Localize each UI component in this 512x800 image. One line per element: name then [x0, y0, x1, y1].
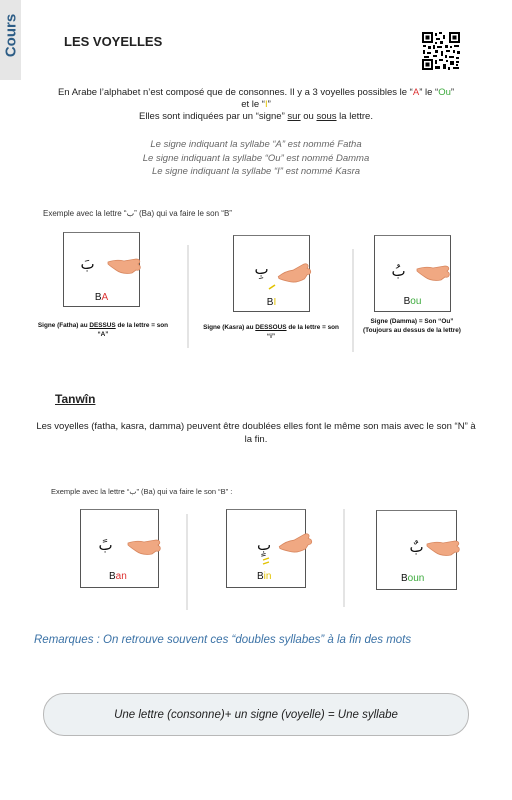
- kasra-letter: بِ: [254, 260, 269, 278]
- kasratan-mark-icon: [262, 557, 270, 565]
- fatha-card: [63, 232, 140, 307]
- divider: [343, 509, 345, 607]
- summary-box: [43, 693, 469, 736]
- pointing-hand-icon: [415, 260, 451, 282]
- summary-text: Une lettre (consonne)+ un signe (voyelle) = Une syllabe: [114, 708, 398, 721]
- cours-tab: [0, 0, 21, 80]
- fathatan-card: [80, 509, 159, 588]
- kasratan-letter: بٍ: [256, 536, 272, 554]
- dammatan-letter: بٌ: [409, 538, 424, 556]
- fatha-caption: BA: [94, 292, 109, 303]
- damma-caption: Bou: [403, 296, 422, 307]
- kasra-caption: BI: [266, 297, 277, 308]
- divider: [186, 514, 188, 610]
- divider: [352, 249, 354, 352]
- intro-line-2: et le “I”: [241, 99, 271, 110]
- remark: Remarques : On retrouve souvent ces “doubles syllabes” à la fin des mots: [34, 634, 412, 646]
- example-1-text: Exemple avec la lettre “ب” (Ba) qui va faire le son “B”: [43, 209, 232, 218]
- kasra-mark-icon: [268, 284, 276, 290]
- damma-letter: بُ: [391, 262, 406, 280]
- intro-line-1: En Arabe l’alphabet n’est composé que de consonnes. Il y a 3 voyelles possibles le “A” le “Ou”: [57, 87, 455, 98]
- damma-note: Signe (Damma) = Son “Ou” (Toujours au dessus de la lettre): [363, 318, 461, 334]
- intro-paragraph: [36, 87, 476, 123]
- pointing-hand-icon: [106, 253, 142, 275]
- pointing-hand-icon: [425, 535, 461, 557]
- kasratan-caption: Bin: [257, 571, 272, 582]
- divider: [187, 245, 189, 348]
- pointing-hand-icon: [274, 527, 315, 560]
- fathatan-caption: Ban: [109, 571, 127, 582]
- tanwin-text: Les voyelles (fatha, kasra, damma) peuvent être doublées elles font le même son mais avec le son “N” à la fin.: [36, 421, 476, 445]
- tanwin-heading: Tanwîn: [55, 392, 96, 406]
- fathatan-letter: بً: [98, 536, 113, 554]
- damma-card: [374, 235, 451, 312]
- vowel-a: A: [412, 87, 420, 98]
- intro-line-3: Elles sont indiquées par un “signe” sur ou sous la lettre.: [139, 111, 373, 122]
- vowel-names: [36, 138, 476, 179]
- fatha-letter: بَ: [80, 255, 95, 273]
- vowel-i: I: [264, 99, 268, 110]
- dammatan-caption: Boun: [401, 573, 425, 584]
- vowel-ou: Ou: [438, 87, 451, 98]
- pointing-hand-icon: [126, 534, 162, 556]
- qr-code-icon: [421, 31, 461, 71]
- kasratan-card: [226, 509, 306, 588]
- page-title: LES VOYELLES: [64, 34, 163, 49]
- damma-name: Le signe indiquant la syllabe “Ou” est nommé Damma: [142, 152, 370, 164]
- kasra-note: Signe (Kasra) au DESSOUS de la lettre = son “i”: [203, 324, 339, 340]
- example-2-text: Exemple avec la lettre “ب” (Ba) qui va faire le son “B” :: [51, 487, 233, 496]
- kasra-card: [233, 235, 310, 312]
- cours-label: Cours: [2, 13, 20, 58]
- fatha-name: Le signe indiquant la syllabe “A” est nommé Fatha: [150, 139, 362, 150]
- kasra-name: Le signe indiquant la syllabe “I” est nommé Kasra: [151, 166, 361, 177]
- fatha-note: Signe (Fatha) au DESSUS de la lettre = son “A”: [37, 322, 169, 338]
- dammatan-card: [376, 510, 457, 590]
